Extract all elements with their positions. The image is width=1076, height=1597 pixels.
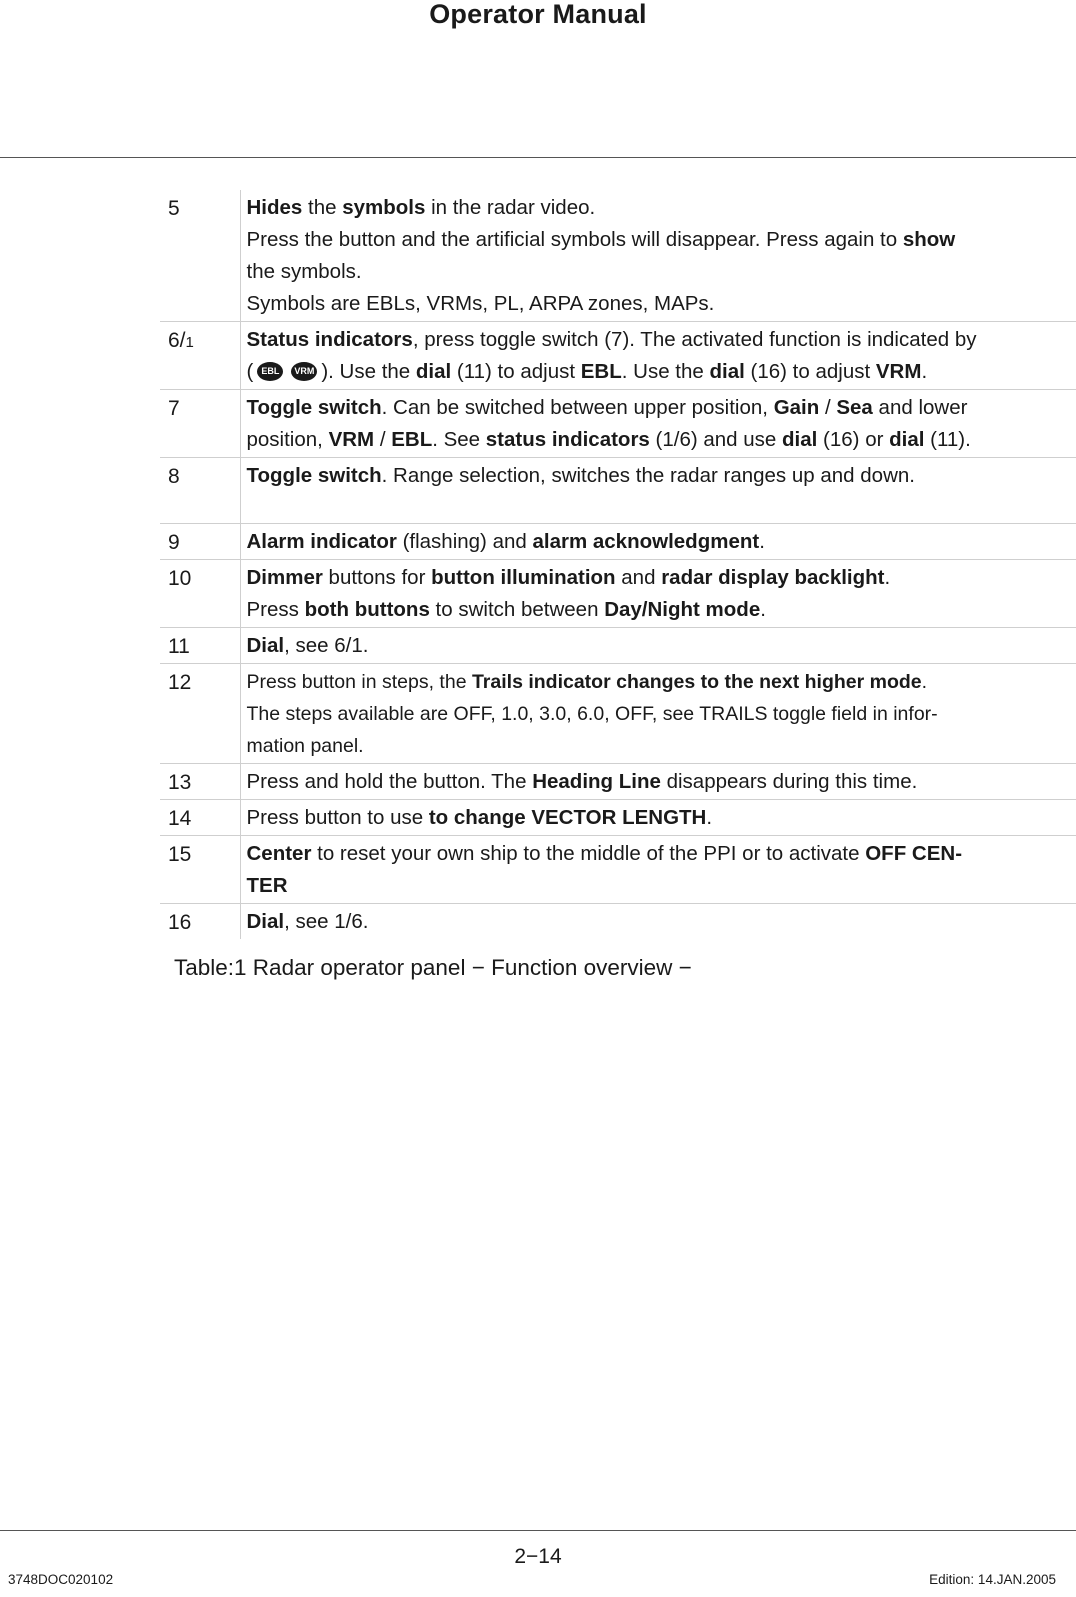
- table-row: [160, 764, 1076, 800]
- description-line: [247, 802, 1076, 834]
- row-description: [240, 836, 1076, 904]
- page-header-title: Operator Manual: [429, 0, 647, 29]
- description-line: [247, 224, 1076, 256]
- text: , see 1/6.: [284, 910, 369, 933]
- row-description: [240, 800, 1076, 836]
- row-description: [240, 524, 1076, 560]
- description-line: [247, 906, 1076, 938]
- description-line: [247, 870, 1076, 902]
- text: .: [921, 671, 928, 693]
- row-number: 15: [168, 843, 192, 866]
- text: Press button in steps, the: [246, 671, 472, 693]
- row-description: [240, 764, 1076, 800]
- text: . Range selection, switches the radar ranges up and down.: [381, 464, 915, 487]
- text: , press toggle switch (7). The activated function is indicated by: [412, 328, 977, 351]
- text: position,: [246, 428, 329, 451]
- row-number: 13: [168, 771, 192, 794]
- table-row: [160, 836, 1076, 904]
- bold-text: button illumination: [431, 566, 616, 589]
- description-line: [247, 666, 1076, 698]
- text: to reset your own ship to the middle of the PPI or to activate: [311, 842, 866, 865]
- row-number-cell: [160, 800, 240, 836]
- bold-text: Gain: [773, 396, 820, 419]
- table-row: [160, 628, 1076, 664]
- row-number: 16: [168, 911, 192, 934]
- text: The steps available are OFF, 1.0, 3.0, 6.0, OFF, see TRAILS toggle field in infor-: [246, 703, 938, 725]
- text: .: [884, 566, 891, 589]
- text: .: [759, 530, 765, 553]
- description-line: [247, 766, 1076, 798]
- text: (: [246, 360, 254, 383]
- text: the symbols.: [246, 260, 362, 283]
- row-description: [240, 904, 1076, 940]
- row-number: 14: [168, 807, 192, 830]
- row-number: 11: [168, 635, 190, 658]
- bold-text: Heading Line: [532, 770, 661, 793]
- table-row: [160, 800, 1076, 836]
- text: .: [921, 360, 928, 383]
- description-line: [247, 392, 1076, 424]
- text: .: [760, 598, 766, 621]
- text: . See: [432, 428, 486, 451]
- bold-text: Toggle switch: [246, 464, 382, 487]
- text: Press the button and the artificial symbols will disappear. Press again to: [246, 228, 903, 251]
- description-line: [247, 460, 1076, 492]
- table-row: [160, 322, 1076, 390]
- row-number-suffix: 1: [185, 334, 194, 351]
- description-line: [247, 288, 1076, 320]
- row-description: [240, 458, 1076, 524]
- text: buttons for: [322, 566, 432, 589]
- document-id: 3748DOC020102: [8, 1572, 114, 1587]
- row-number-cell: [160, 322, 240, 390]
- row-number: 7: [168, 397, 180, 420]
- row-number: 10: [168, 567, 192, 590]
- row-number: 5: [168, 197, 180, 220]
- text: and: [615, 566, 662, 589]
- row-number: 12: [168, 671, 192, 694]
- text: and lower: [872, 396, 968, 419]
- row-number: 6/: [168, 329, 186, 352]
- text: .: [706, 806, 713, 829]
- vrm-indicator-icon: VRM: [291, 362, 317, 381]
- page-number: 2−14: [514, 1545, 562, 1568]
- text: disappears during this time.: [660, 770, 918, 793]
- description-line: [247, 324, 1076, 356]
- bold-text: VRM: [875, 360, 922, 383]
- bold-text: Trails indicator changes to the next higher mode: [471, 671, 922, 693]
- row-number-cell: [160, 664, 240, 764]
- bold-text: dial: [415, 360, 452, 383]
- row-number-cell: [160, 836, 240, 904]
- row-number-cell: [160, 458, 240, 524]
- row-description: [240, 390, 1076, 458]
- row-number-cell: [160, 524, 240, 560]
- text: (16) or: [817, 428, 890, 451]
- text: (16) to adjust: [744, 360, 876, 383]
- table-row: [160, 560, 1076, 628]
- row-description: [240, 190, 1076, 322]
- row-number-cell: [160, 560, 240, 628]
- text: (11) to adjust: [451, 360, 581, 383]
- text: Press: [246, 598, 305, 621]
- ebl-indicator-icon: EBL: [257, 362, 283, 381]
- text: , see 6/1.: [284, 634, 369, 657]
- text: (1/6) and use: [649, 428, 783, 451]
- footer-divider: [0, 1530, 1076, 1531]
- bold-text: dial: [709, 360, 745, 383]
- bold-text: status indicators: [485, 428, 650, 451]
- description-line: [247, 424, 1076, 456]
- function-table-body: [160, 190, 1076, 939]
- text: /: [374, 428, 392, 451]
- bold-text: OFF CEN-: [865, 842, 963, 865]
- row-number: 9: [168, 531, 180, 554]
- row-description: [240, 322, 1076, 390]
- edition-date: Edition: 14.JAN.2005: [929, 1572, 1056, 1587]
- description-line: [247, 594, 1076, 626]
- text: /: [819, 396, 837, 419]
- description-line: [247, 630, 1076, 662]
- table-row: [160, 524, 1076, 560]
- table-row: [160, 190, 1076, 322]
- text: Symbols are EBLs, VRMs, PL, ARPA zones, MAPs.: [246, 292, 715, 315]
- bold-text: Dimmer: [246, 566, 323, 589]
- bold-text: TER: [246, 874, 288, 897]
- description-line: [247, 838, 1076, 870]
- text: (flashing) and: [396, 530, 533, 553]
- row-number-cell: [160, 190, 240, 322]
- bold-text: radar display backlight: [661, 566, 885, 589]
- description-line: [247, 562, 1076, 594]
- text: Press button to use: [246, 806, 429, 829]
- bold-text: Toggle switch: [246, 396, 382, 419]
- row-description: [240, 628, 1076, 664]
- row-number-cell: [160, 390, 240, 458]
- text: to switch between: [429, 598, 605, 621]
- bold-text: Day/Night mode: [604, 598, 761, 621]
- description-line: [247, 192, 1076, 224]
- bold-text: Sea: [836, 396, 873, 419]
- row-description: [240, 560, 1076, 628]
- table-row: [160, 904, 1076, 940]
- text: in the radar video.: [425, 196, 596, 219]
- row-number-cell: [160, 904, 240, 940]
- description-line: [247, 526, 1076, 558]
- bold-text: both buttons: [304, 598, 430, 621]
- bold-text: dial: [782, 428, 818, 451]
- bold-text: Dial: [246, 910, 285, 933]
- text: the: [302, 196, 343, 219]
- bold-text: show: [902, 228, 956, 251]
- text: Press and hold the button. The: [246, 770, 533, 793]
- row-number: 8: [168, 465, 180, 488]
- bold-text: Alarm indicator: [246, 530, 397, 553]
- row-number-cell: [160, 764, 240, 800]
- text: . Can be switched between upper position,: [381, 396, 774, 419]
- text: ). Use the: [321, 360, 416, 383]
- row-description: [240, 664, 1076, 764]
- bold-text: symbols: [342, 196, 426, 219]
- description-line: [247, 256, 1076, 288]
- row-number-cell: [160, 628, 240, 664]
- bold-text: VRM: [328, 428, 375, 451]
- header-divider: [0, 157, 1076, 158]
- table-row: [160, 458, 1076, 524]
- description-line: [247, 356, 1076, 388]
- table-caption: Table:1 Radar operator panel − Function overview −: [174, 955, 692, 980]
- bold-text: Center: [246, 842, 312, 865]
- bold-text: alarm acknowledgment: [532, 530, 760, 553]
- bold-text: Status indicators: [246, 328, 413, 351]
- bold-text: EBL: [391, 428, 433, 451]
- bold-text: dial: [889, 428, 925, 451]
- bold-text: Dial: [246, 634, 285, 657]
- description-line: [247, 730, 1076, 762]
- text: . Use the: [621, 360, 710, 383]
- bold-text: EBL: [580, 360, 622, 383]
- bold-text: to change VECTOR LENGTH: [428, 806, 707, 829]
- bold-text: Hides: [246, 196, 303, 219]
- text: (11).: [924, 428, 971, 451]
- table-row: [160, 390, 1076, 458]
- text: mation panel.: [246, 735, 364, 757]
- table-row: [160, 664, 1076, 764]
- description-line: [247, 698, 1076, 730]
- function-table: [160, 190, 1076, 939]
